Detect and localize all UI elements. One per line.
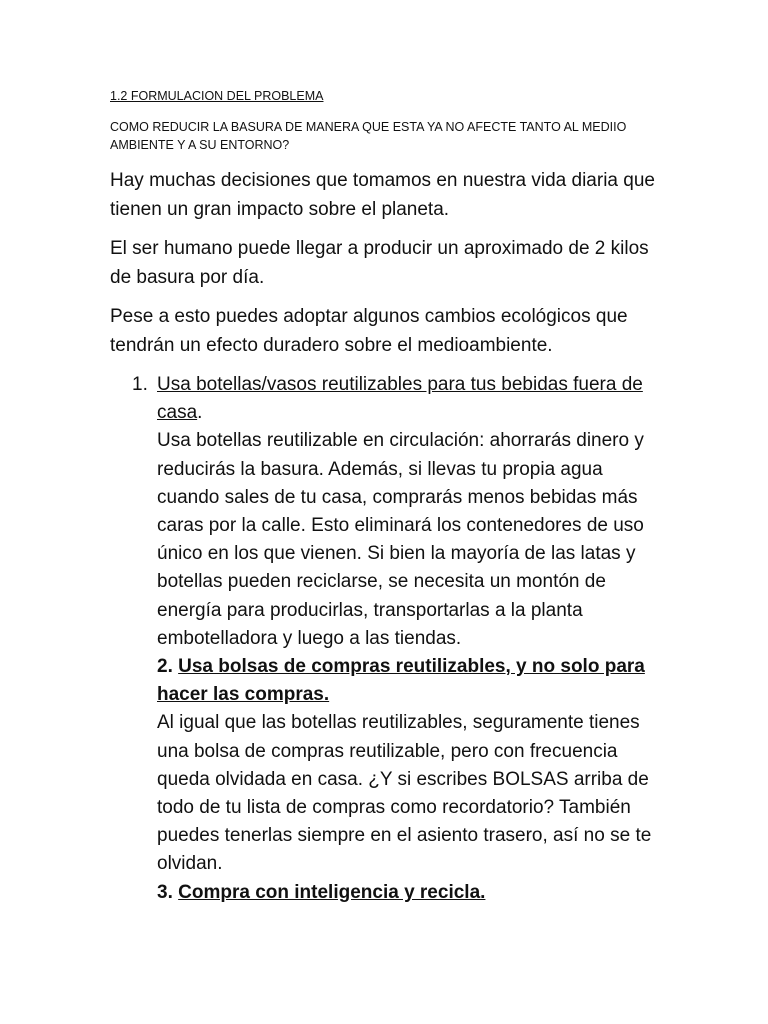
list-item-number: 3. [157, 881, 173, 903]
tips-list [132, 371, 662, 907]
intro-paragraph: Hay muchas decisiones que tomamos en nuestra vida diaria que tienen un gran impacto sobre el planeta. [110, 170, 655, 220]
list-item-body: Al igual que las botellas reutilizables, seguramente tienes una bolsa de compras reutilizable, pero con frecuencia queda olvidada en casa. ¿Y si escribes BOLSAS arriba de todo de tu lista de compras como recordatorio? También puedes tenerlas siempre en el asiento trasero, así no se te olvidan. [157, 712, 652, 875]
list-item-title: 2. Usa bolsas de compras reutilizables, y no solo para hacer las compras. [157, 656, 645, 706]
list-item [132, 879, 662, 907]
list-item [132, 371, 662, 653]
list-item-title: Usa botellas/vasos reutilizables para tus bebidas fuera de casa. [157, 374, 643, 424]
list-item-body: Usa botellas reutilizable en circulación: ahorrarás dinero y reducirás la basura. Además, si llevas tu propia agua cuando sales de tu casa, comprarás menos bebidas más caras por la calle. Esto eliminará los contenedores de uso único en los que vienen. Si bien la mayoría de las latas y botellas pueden reciclarse, se necesita un montón de energía para producirlas, transportarlas a la planta embotelladora y luego a las tiendas. [157, 430, 644, 649]
waste-amount-paragraph: El ser humano puede llegar a producir un aproximado de 2 kilos de basura por día. [110, 238, 649, 288]
list-item-number: 1. [132, 374, 148, 395]
list-item [132, 653, 662, 879]
list-item-title: 3. Compra con inteligencia y recicla. [157, 881, 486, 903]
list-item-number: 2. [157, 656, 173, 678]
section-heading: 1.2 FORMULACION DEL PROBLEMA [110, 89, 324, 103]
changes-paragraph: Pese a esto puedes adoptar algunos cambios ecológicos que tendrán un efecto duradero sobre el medioambiente. [110, 306, 628, 356]
problem-question: COMO REDUCIR LA BASURA DE MANERA QUE ESTA YA NO AFECTE TANTO AL MEDIIO AMBIENTE Y A SU ENTORNO? [110, 120, 627, 152]
